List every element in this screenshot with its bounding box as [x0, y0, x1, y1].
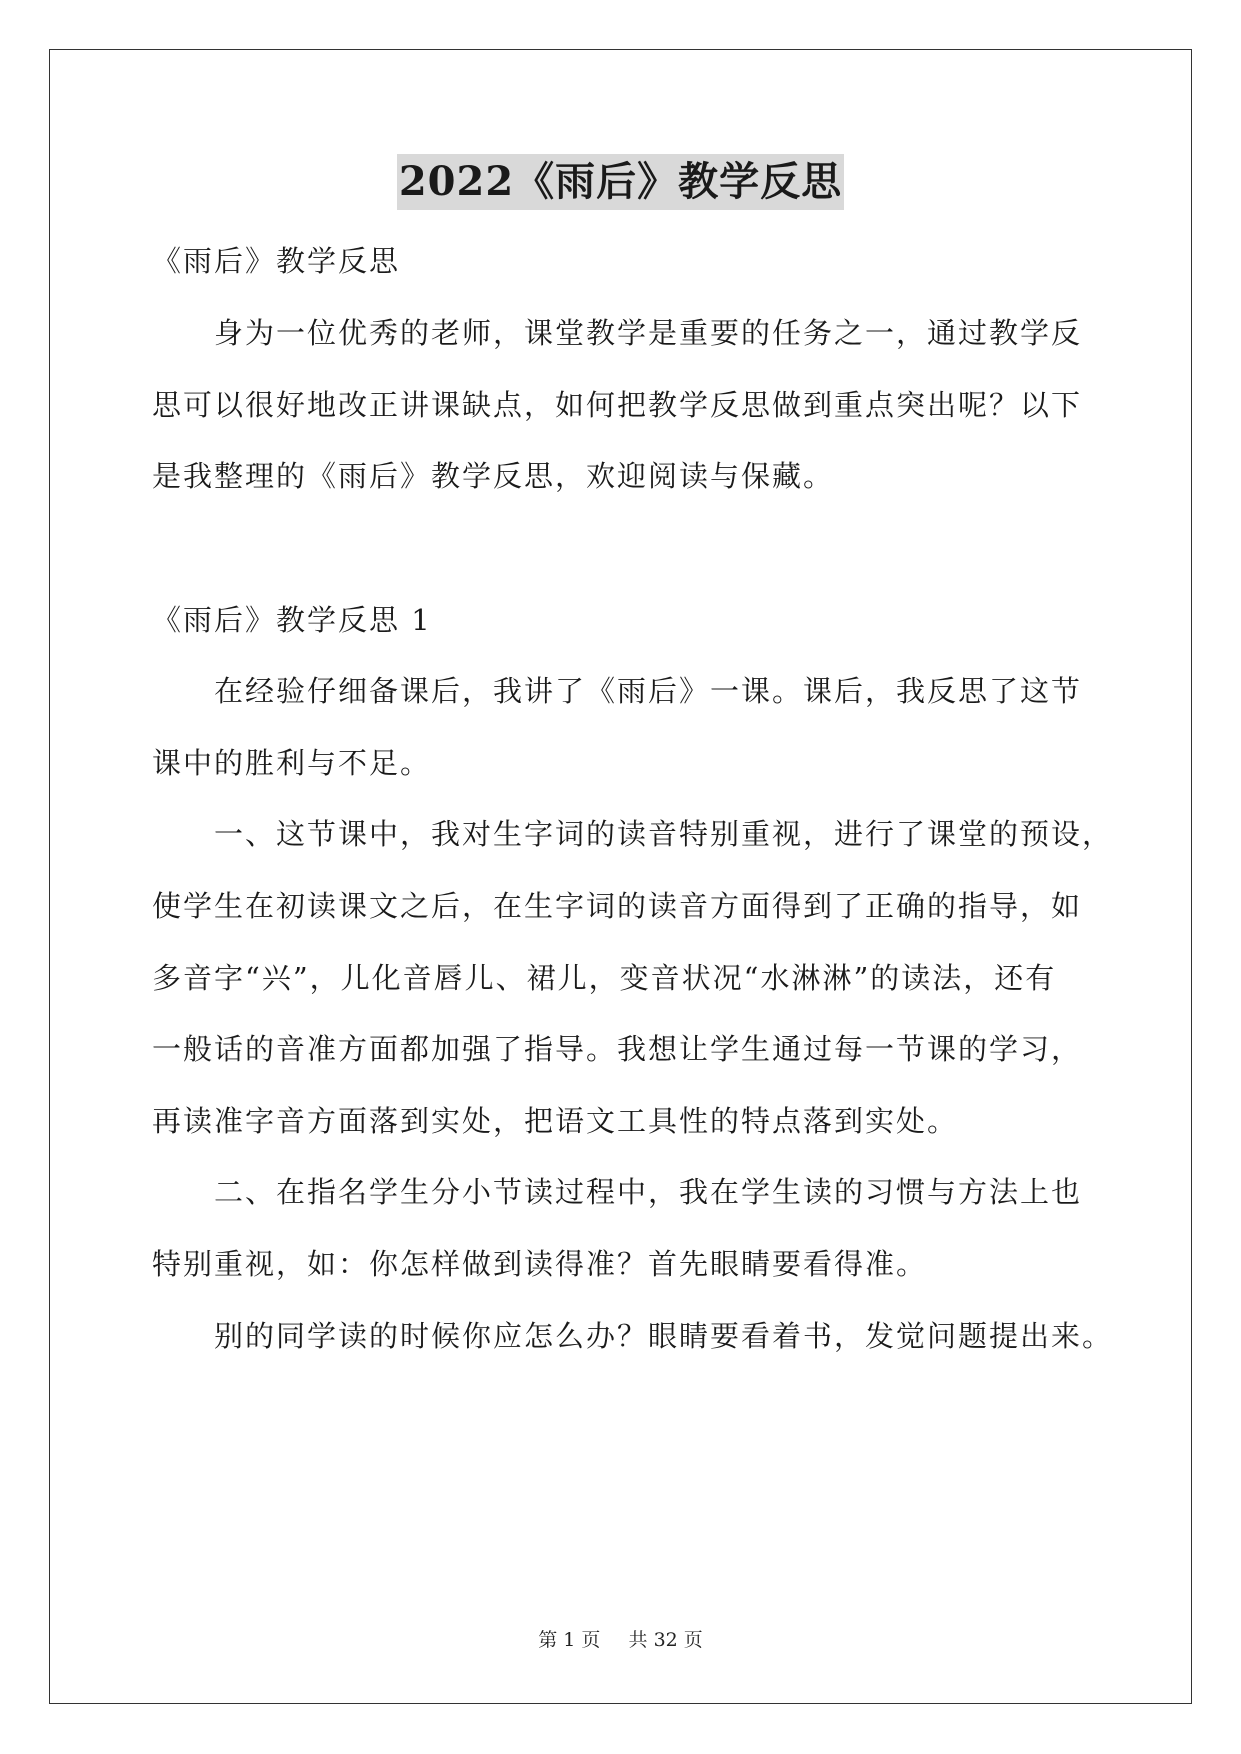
document-title: 2022《雨后》教学反思 — [397, 154, 844, 210]
paragraph-line: 特别重视，如：你怎样做到读得准？首先眼睛要看得准。 — [152, 1247, 928, 1281]
paragraph-line: 课中的胜利与不足。 — [152, 746, 432, 780]
paragraph-line: 再读准字音方面落到实处，把语文工具性的特点落到实处。 — [152, 1104, 959, 1138]
page-number: 第 1 页 — [538, 1629, 601, 1651]
paragraph-line: 二、在指名学生分小节读过程中，我在学生读的习惯与方法上也 — [214, 1175, 1083, 1209]
total-pages: 共 32 页 — [628, 1629, 703, 1651]
title-container — [0, 154, 1241, 210]
paragraph-line: 一、这节课中，我对生字词的读音特别重视，进行了课堂的预设， — [214, 817, 1114, 851]
page-border — [49, 49, 1192, 1704]
paragraph-line: 在经验仔细备课后，我讲了《雨后》一课。课后，我反思了这节 — [214, 674, 1083, 708]
paragraph-line: 是我整理的《雨后》教学反思，欢迎阅读与保藏。 — [152, 459, 835, 493]
paragraph-line: 思可以很好地改正讲课缺点，如何把教学反思做到重点突出呢？以下 — [152, 388, 1083, 422]
section-heading: 《雨后》教学反思 — [152, 244, 401, 278]
paragraph-line: 使学生在初读课文之后，在生字词的读音方面得到了正确的指导，如 — [152, 889, 1083, 923]
paragraph-line: 别的同学读的时候你应怎么办？眼睛要看着书，发觉问题提出来。 — [214, 1319, 1114, 1353]
section-heading: 《雨后》教学反思 1 — [152, 603, 432, 637]
paragraph-line: 身为一位优秀的老师，课堂教学是重要的任务之一，通过教学反 — [214, 316, 1083, 350]
page-footer — [0, 1627, 1241, 1653]
paragraph-line: 多音字“兴”，儿化音唇儿、裙儿，变音状况“水淋淋”的读法，还有 — [152, 961, 1057, 995]
paragraph-line: 一般话的音准方面都加强了指导。我想让学生通过每一节课的学习， — [152, 1032, 1083, 1066]
